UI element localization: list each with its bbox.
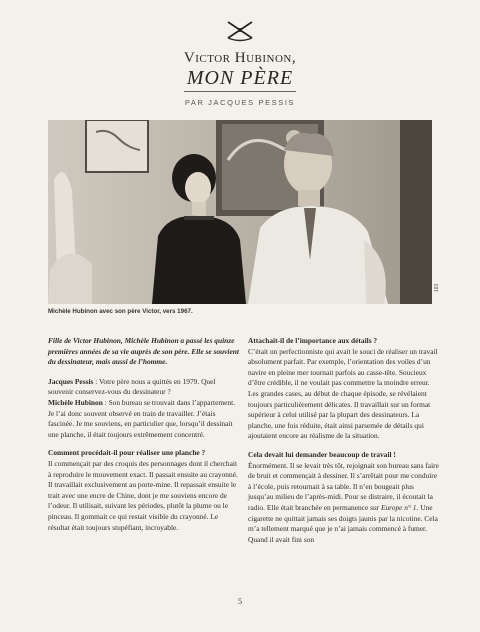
photo-michele-and-victor [48, 120, 432, 304]
question-text: : Votre père nous a quittés en 1979. Quel souvenir conservez-vous du dessinateur ? [48, 376, 216, 397]
answer-text: Énormément. Il se levait très tôt, rejoignait son bureau sans faire de bruit et commençait à dessiner. Il s’arrêtait pour me conduire à l’école, puis retournait à sa table. Il n’en bougeait plus jusqu’au milieu de l’après-midi. Pour se distraire, il écoutait la radio. Elle était branchée en permanence sur [248, 460, 439, 512]
photo-caption: Michèle Hubinon avec son père Victor, vers 1967. [48, 308, 193, 315]
question-heading: Comment procédait-il pour réaliser une planche ? [48, 448, 206, 458]
title-line-2: MON PÈRE [186, 67, 294, 89]
article-paragraph [48, 377, 240, 441]
crossed-swords-logo-icon [224, 20, 256, 42]
interviewer-name: Jacques Pessis [48, 376, 94, 386]
article-paragraph [48, 448, 240, 533]
answer-text-continued: . Une cigarette ne quittait jamais ses doigts jaunis par la nicotine. Cela m’a tellement marqué que je n’ai jamais commencé à fumer. Quand il avait fini son [248, 502, 438, 544]
article-paragraph [248, 450, 440, 545]
article-intro: Fille de Victor Hubinon, Michèle Hubinon a passé les quinze premières années de sa vie auprès de son père. Elle se souvient du dessinateur, mais aussi de l’homme. [48, 336, 239, 367]
question-heading: Attachait-il de l’importance aux détails ? [248, 336, 378, 345]
answer-text: : Son bureau se trouvait dans l’appartement. Je l’ai donc souvent observé en train de travailler. J’étais fascinée. Je me souviens, en particulier que, lorsqu’il dessinait une planche, il était toujours extrêmement concentré. [48, 397, 236, 439]
photo-side-note: 183 [434, 283, 440, 292]
title-line-1: Victor Hubinon, [183, 50, 297, 66]
page-number: 5 [238, 597, 242, 606]
article-column-left [48, 336, 240, 541]
byline: PAR JACQUES PESSIS [184, 98, 296, 107]
answer-text: Il commençait par des croquis des personnages dont il cherchait à reproduire le mouvement exact. Il passait ensuite au crayonné. Il travaillait exclusivement au porte-mine. Il repassait ensuite le trait avec une encre de Chine, dont je me souviens encore de l’odeur. Il utilisait, suivant les périodes, plutôt la plume ou le pinceau. Il gommait ce qui restait visible du crayonné. Le résultat était toujours stupéfiant, incroyable. [48, 458, 238, 532]
article-paragraph [248, 336, 440, 442]
title-divider [184, 91, 296, 92]
answer-text: C’était un perfectionniste qui avait le souci de réaliser un travail absolument parfait. Par exemple, l’orientation des voiles d’un navire en pleine mer tournait parfois au casse-tête. Soucieux d’être crédible, il ne voulait pas commettre la moindre erreur. Les grandes cases, au début de chaque épisode, se révélaient toujours particulièrement délicates. Il travaillait sur un format supérieur à celui utilisé par la plupart des dessinateurs. La planche, une fois réduite, était ainsi parsemée de détails qui ajoutaient encore au réalisme de la situation. [248, 346, 438, 441]
question-heading: Cela devait lui demander beaucoup de travail ! [248, 449, 396, 459]
radio-station-name: Europe n° 1 [380, 502, 417, 512]
article-column-right [248, 336, 440, 553]
interviewee-name: Michèle Hubinon [48, 397, 103, 407]
